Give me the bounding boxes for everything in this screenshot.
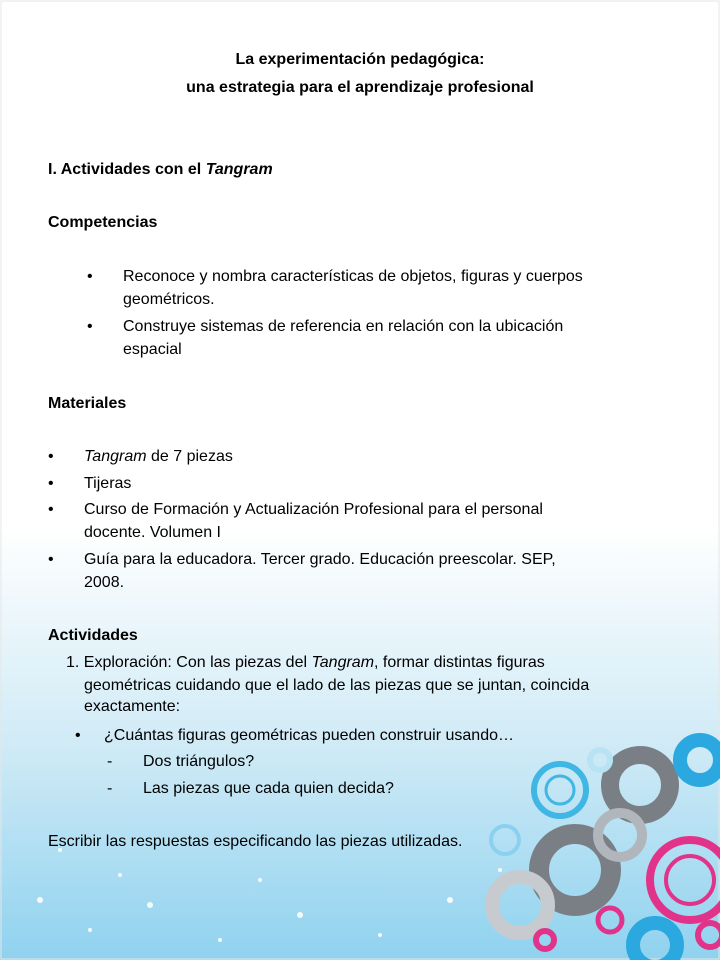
materiales-heading: Materiales [48,395,127,412]
list-item: Curso de Formación y Actualización Profesional para el personal [84,501,543,518]
list-item: Guía para la educadora. Tercer grado. Educación preescolar. SEP, [84,551,556,568]
bullet-icon: • [48,448,54,465]
list-item-continuation: geométricos. [123,291,215,308]
bullet-icon: • [48,501,54,518]
sub-item: Dos triángulos? [143,753,255,770]
actividades-heading: Actividades [48,627,138,644]
closing-instruction: Escribir las respuestas especificando las piezas utilizadas. [48,833,463,850]
document-subtitle: una estrategia para el aprendizaje profesional [186,79,534,96]
list-item-continuation: espacial [123,341,182,358]
list-item: Construye sistemas de referencia en relación con la ubicación [123,318,564,335]
bullet-icon: • [48,551,54,568]
list-item: Reconoce y nombra características de objetos, figuras y cuerpos [123,268,583,285]
bullet-icon: • [48,475,54,492]
sub-item: Las piezas que cada quien decida? [143,780,394,797]
list-item-continuation: 2008. [84,574,125,591]
bullet-icon: • [87,268,93,285]
list-item: Tangram de 7 piezas [84,448,233,465]
document-title: La experimentación pedagógica: [235,51,485,68]
activity-step-1-continuation: geométricas cuidando que el lado de las piezas que se juntan, coincida [84,677,590,694]
dash-icon: - [107,753,113,770]
list-item-continuation: docente. Volumen I [84,524,221,541]
list-item: Tijeras [84,475,132,492]
activity-step-1-continuation: exactamente: [84,698,181,715]
dash-icon: - [107,780,113,797]
activity-step-1: 1. Exploración: Con las piezas del Tangram, formar distintas figuras [66,654,545,671]
competencias-heading: Competencias [48,214,158,231]
question-item: ¿Cuántas figuras geométricas pueden construir usando… [104,727,514,744]
bullet-icon: • [75,727,81,744]
bullet-icon: • [87,318,93,335]
section-heading: I. Actividades con el Tangram [48,161,273,178]
